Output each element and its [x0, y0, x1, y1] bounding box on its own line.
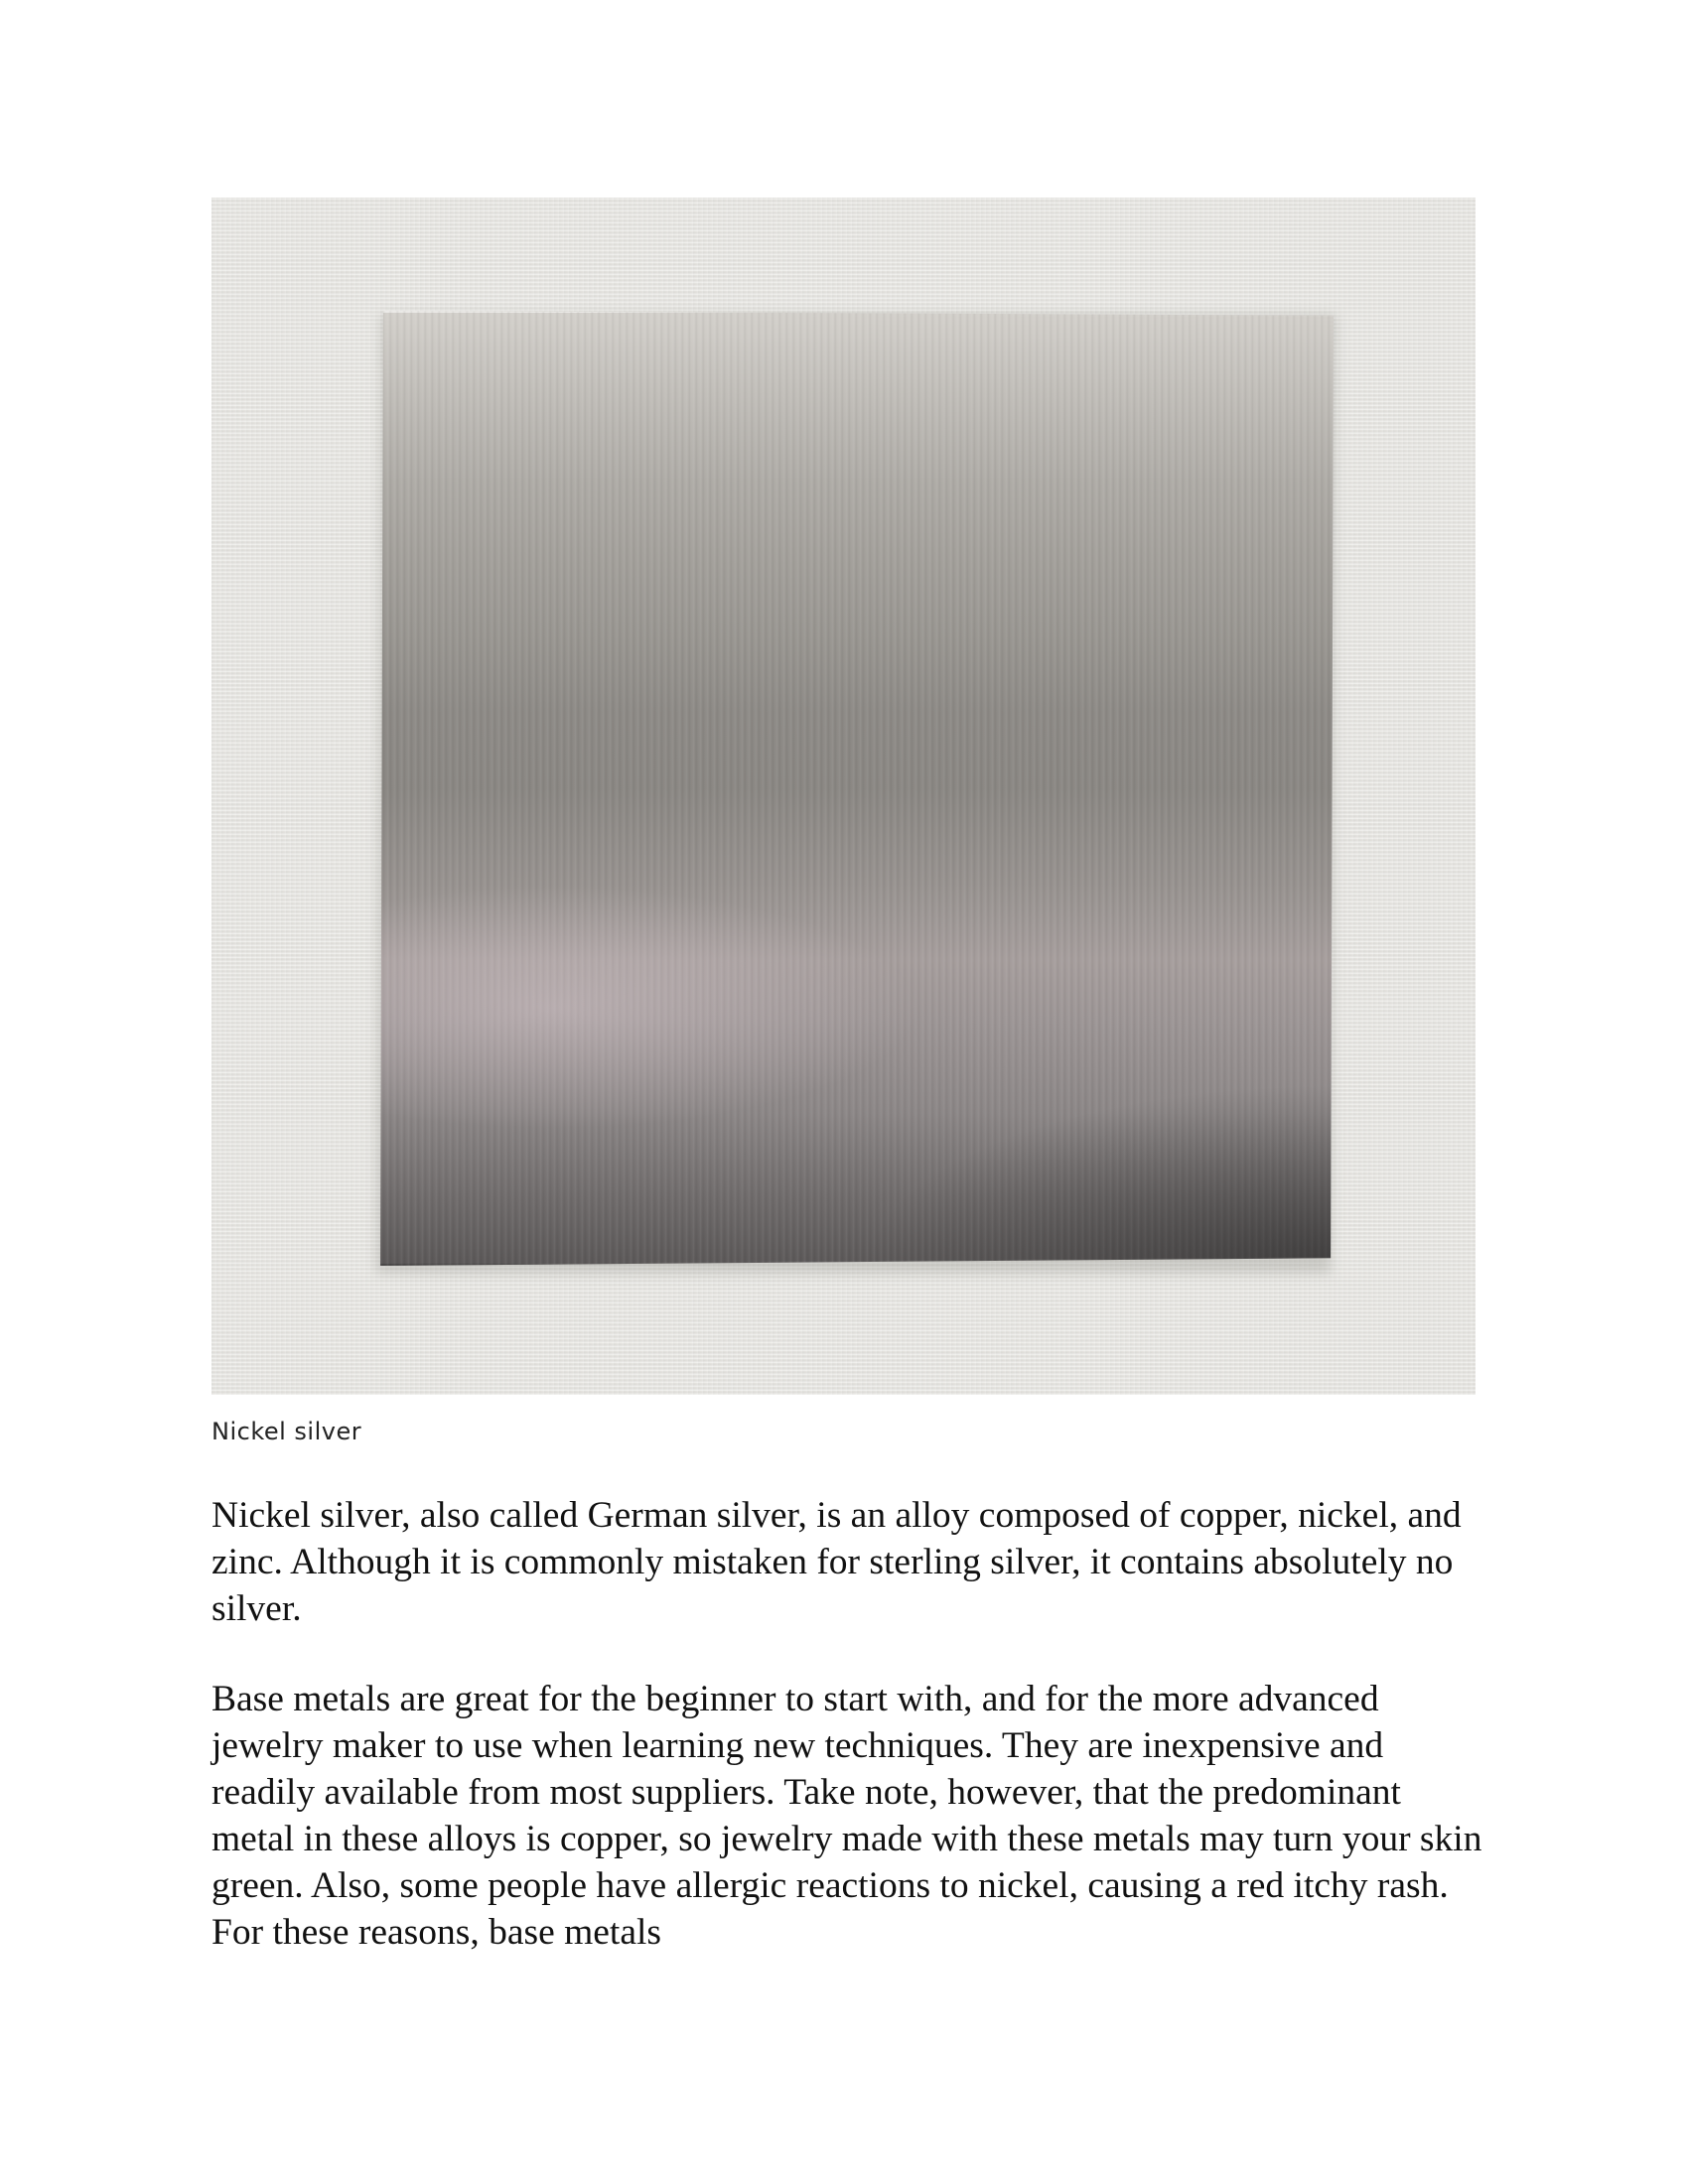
nickel-silver-photo	[211, 198, 1476, 1395]
body-paragraph-2: Base metals are great for the beginner to start with, and for the more advanced jewelry maker to use when learning new techniques. They are inexpensive and readily available from most suppliers. Take note, however, that the predominant metal in these alloys is copper, so jewelry made with these metals may turn your skin green. Also, some people have allergic reactions to nickel, causing a red itchy rash. For these reasons, base metals	[211, 1679, 1482, 1953]
figure-caption: Nickel silver	[211, 1418, 362, 1445]
nickel-silver-sheet	[380, 311, 1334, 1266]
body-paragraph-1: Nickel silver, also called German silver, is an alloy composed of copper, nickel, and zinc. Although it is commonly mistaken for sterling silver, it contains absolutely no silver.	[211, 1495, 1462, 1629]
